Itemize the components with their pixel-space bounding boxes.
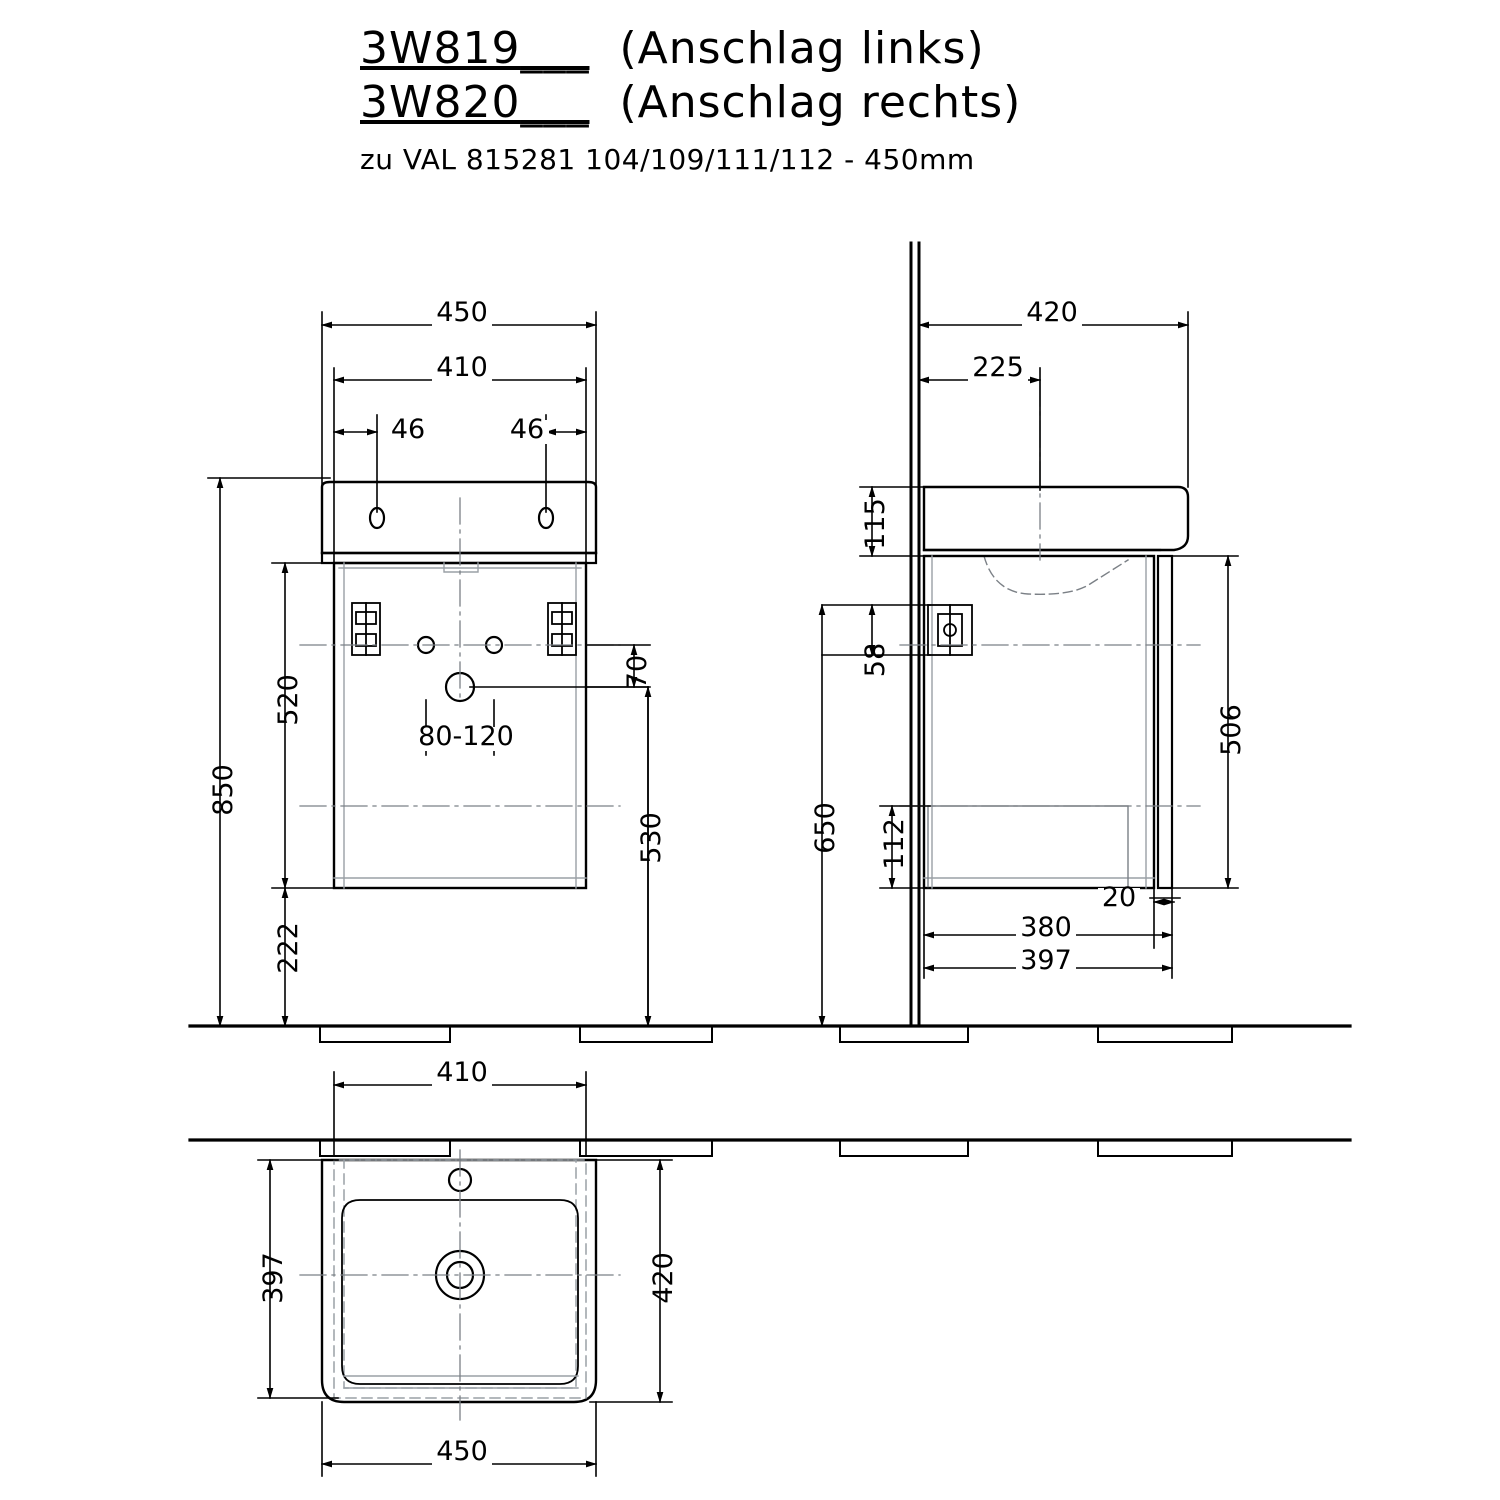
- dim-side-mount-height: 650: [810, 802, 841, 854]
- dim-front-drain-height: 530: [636, 812, 667, 864]
- product-note-2: (Anschlag rechts): [619, 77, 1022, 128]
- product-code-1: 3W819: [360, 23, 521, 74]
- dim-front-plinth-height: 222: [273, 922, 304, 974]
- product-code-1-suffix: ___: [520, 23, 590, 74]
- product-code-2: 3W820: [360, 77, 521, 128]
- dim-side-depth-overall: 420: [1026, 297, 1078, 328]
- dim-plan-cabinet-depth: 397: [258, 1252, 289, 1304]
- dim-front-width-overall: 450: [436, 297, 488, 328]
- dim-front-supply-height: 70: [622, 654, 653, 690]
- dimension-labels: [208, 297, 1247, 1467]
- dim-side-cabinet-depth: 380: [1020, 912, 1072, 943]
- dim-side-bracket-height: 58: [860, 642, 891, 678]
- front-elevation-geometry: [322, 482, 596, 888]
- subtitle: zu VAL 815281 104/109/111/112 - 450mm: [360, 143, 975, 176]
- dim-front-cabinet-height: 520: [273, 674, 304, 726]
- front-axis-lines: [300, 498, 620, 806]
- dim-front-hole-right: 46: [509, 414, 545, 445]
- dim-side-basin-height: 115: [860, 498, 891, 550]
- dim-plan-basin-depth: 420: [648, 1252, 679, 1304]
- side-elevation-geometry: [911, 243, 1188, 1026]
- plan-view-geometry: [322, 1160, 596, 1402]
- dim-side-cabinet-height: 506: [1216, 704, 1247, 756]
- dim-plan-cabinet-width: 410: [436, 1057, 488, 1088]
- dim-front-hole-left: 46: [390, 414, 426, 445]
- dim-side-lower-bracket: 112: [879, 818, 910, 870]
- plan-dimension-lines: [258, 1072, 672, 1476]
- dim-front-width-cabinet: 410: [436, 352, 488, 383]
- dim-plan-basin-width: 450: [436, 1436, 488, 1467]
- product-code-2-suffix: ___: [520, 77, 590, 128]
- front-dimension-lines: [208, 312, 650, 1026]
- ground-line-lower: [190, 1140, 1350, 1156]
- dim-side-gap: 20: [1101, 882, 1137, 913]
- dim-side-basin-offset: 225: [972, 352, 1024, 383]
- dim-front-supply-spacing: 80-120: [418, 721, 514, 752]
- dim-side-basin-depth: 397: [1020, 945, 1072, 976]
- plan-axis-lines: [300, 1150, 620, 1420]
- ground-line-upper: [190, 1026, 1350, 1042]
- product-note-1: (Anschlag links): [619, 23, 985, 74]
- dim-front-height-total: 850: [208, 764, 239, 816]
